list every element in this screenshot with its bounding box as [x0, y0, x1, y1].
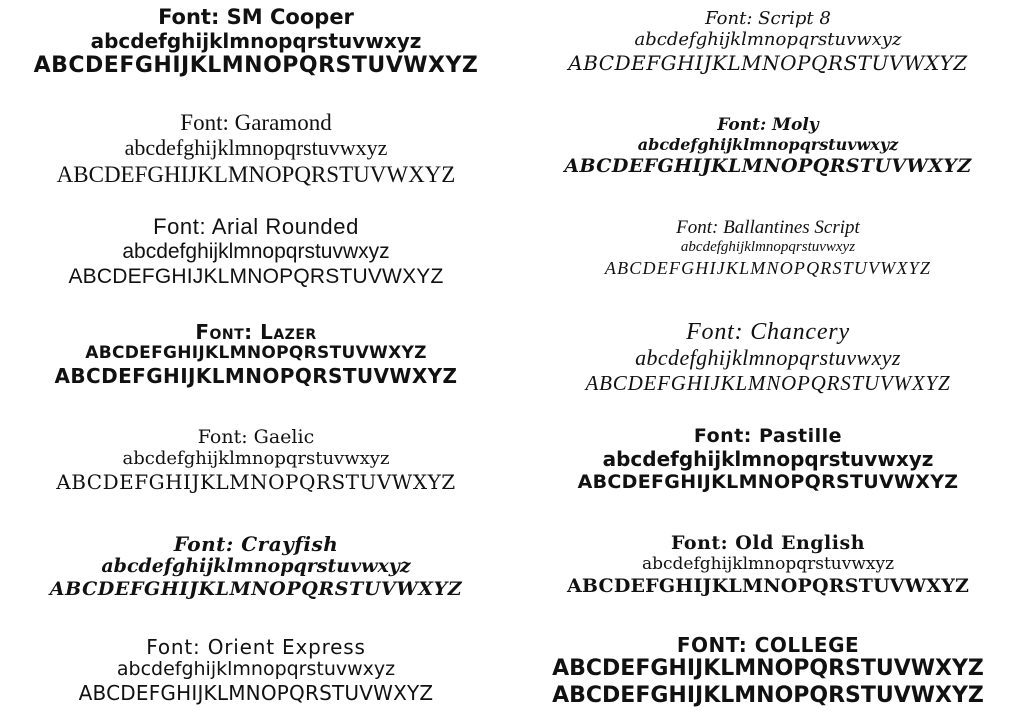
font-sample-lazer	[0, 322, 512, 386]
font-sample-lowercase: abcdefghijklmnopqrstuvwxyz	[122, 448, 390, 469]
font-sample-title: Font: SM Cooper	[158, 5, 354, 29]
font-sample-uppercase: ABCDEFGHIJKLMNOPQRSTUVWXYZ	[585, 371, 951, 395]
font-sample-uppercase: ABCDEFGHIJKLMNOPQRSTUVWXYZ	[552, 683, 984, 708]
font-sample-lowercase: abcdefghijklmnopqrstuvwxyz	[680, 239, 856, 255]
font-sample-title: Font: Orient Express	[146, 635, 366, 659]
font-sample-uppercase: ABCDEFGHIJKLMNOPQRSTUVWXYZ	[56, 470, 456, 494]
font-sample-lowercase: ABCDEFGHIJKLMNOPQRSTUVWXYZ	[85, 343, 427, 363]
font-sample-title: FONT: COLLEGE	[676, 633, 860, 657]
font-sample-garamond	[0, 111, 512, 186]
font-sample-uppercase: ABCDEFGHIJKLMNOPQRSTUVWXYZ	[56, 162, 456, 187]
font-sample-lowercase: abcdefghijklmnopqrstuvwxyz	[90, 29, 422, 53]
font-sample-uppercase: ABCDEFGHIJKLMNOPQRSTUVWXYZ	[68, 265, 444, 288]
font-sample-lowercase: abcdefghijklmnopqrstuvwxyz	[116, 658, 396, 680]
font-sample-uppercase: ABCDEFGHIJKLMNOPQRSTUVWXYZ	[54, 364, 458, 388]
font-sample-arial-rounded	[0, 216, 512, 287]
font-sample-title: Font: Crayfish	[173, 532, 339, 556]
font-sample-title: Font: Moly	[717, 115, 819, 135]
font-sample-lowercase: abcdefghijklmnopqrstuvwxyz	[635, 345, 901, 370]
font-sample-lowercase: abcdefghijklmnopqrstuvwxyz	[101, 555, 411, 577]
font-sample-orient-express	[0, 637, 512, 703]
font-sample-lowercase: abcdefghijklmnopqrstuvwxyz	[634, 29, 902, 50]
font-sample-title: Font: Script 8	[705, 8, 831, 29]
right-font-column	[512, 0, 1024, 721]
font-sample-uppercase: ABCDEFGHIJKLMNOPQRSTUVWXYZ	[568, 51, 968, 75]
font-sample-title: Font: Garamond	[180, 110, 332, 135]
font-sample-uppercase: ABCDEFGHIJKLMNOPQRSTUVWXYZ	[577, 471, 959, 493]
font-sample-title: Font: Arial Rounded	[153, 214, 359, 239]
font-sample-uppercase: ABCDEFGHIJKLMNOPQRSTUVWXYZ	[566, 575, 970, 597]
font-sample-uppercase: ABCDEFGHIJKLMNOPQRSTUVWXYZ	[604, 258, 932, 278]
font-sample-ballantines-script	[512, 218, 1024, 277]
font-sample-old-english	[512, 534, 1024, 596]
font-sample-title: Font: Chancery	[686, 319, 850, 345]
font-sample-title: Font: Old English	[670, 532, 866, 554]
font-sample-lowercase: abcdefghijklmnopqrstuvwxyz	[641, 554, 895, 574]
font-sample-chancery	[512, 320, 1024, 394]
font-sample-moly	[512, 117, 1024, 176]
font-sample-title: Font: Gaelic	[197, 426, 315, 448]
font-sample-title: Font: Lazer	[195, 320, 317, 344]
font-sample-script-8	[512, 10, 1024, 73]
font-sample-lowercase: abcdefghijklmnopqrstuvwxyz	[602, 447, 934, 471]
font-sample-pastille	[512, 427, 1024, 492]
font-sample-uppercase: ABCDEFGHIJKLMNOPQRSTUVWXYZ	[33, 53, 479, 78]
font-sample-lowercase: ABCDEFGHIJKLMNOPQRSTUVWXYZ	[552, 656, 984, 681]
font-sample-lowercase: abcdefghijklmnopqrstuvwxyz	[637, 135, 899, 154]
font-sample-college	[512, 635, 1024, 707]
font-sample-gaelic	[0, 428, 512, 492]
font-sample-title: Font: Pastille	[693, 425, 843, 447]
font-sample-sm-cooper	[0, 7, 512, 77]
font-sample-lowercase: abcdefghijklmnopqrstuvwxyz	[122, 240, 390, 263]
font-sample-title: Font: Ballantines Script	[676, 217, 860, 238]
font-sample-uppercase: ABCDEFGHIJKLMNOPQRSTUVWXYZ	[564, 155, 972, 177]
font-sample-uppercase: ABCDEFGHIJKLMNOPQRSTUVWXYZ	[78, 681, 434, 705]
font-sample-lowercase: abcdefghijklmnopqrstuvwxyz	[124, 135, 388, 160]
font-sample-crayfish	[0, 534, 512, 599]
font-sample-uppercase: ABCDEFGHIJKLMNOPQRSTUVWXYZ	[49, 578, 463, 600]
